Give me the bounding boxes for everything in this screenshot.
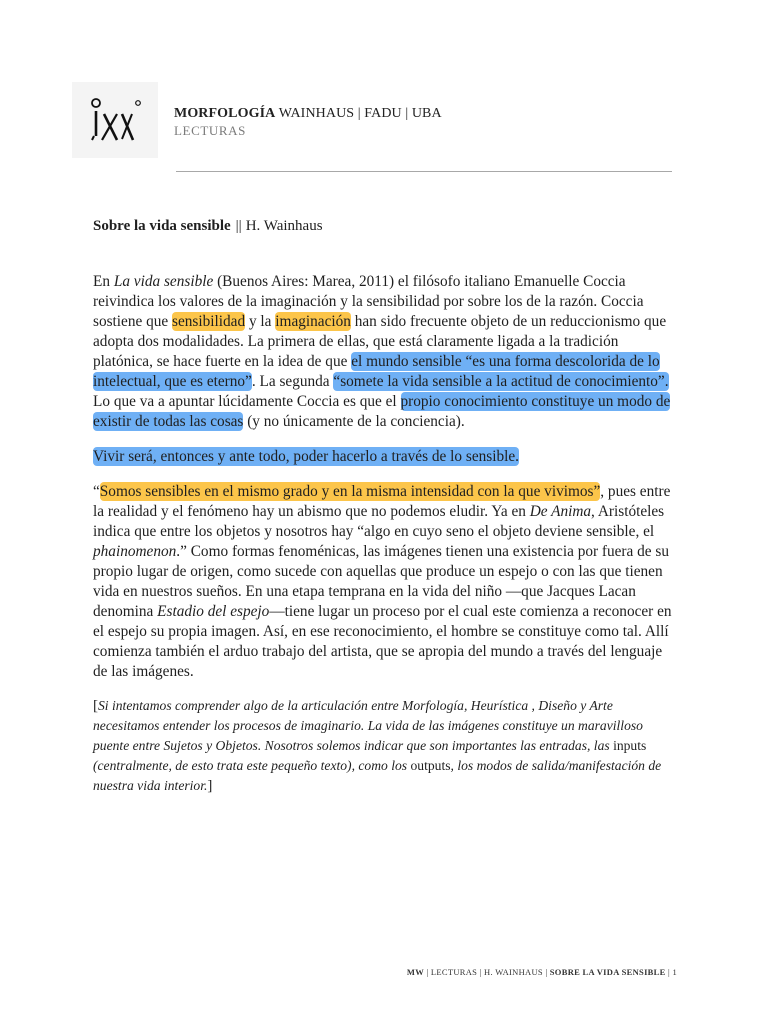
footer-initials: MW (406, 967, 425, 977)
note-term: inputs (613, 738, 647, 753)
header-title (174, 105, 442, 122)
header-brand-rest: WAINHAUS | FADU | UBA (278, 106, 442, 121)
header (174, 105, 442, 140)
p1-text: (y no únicamente de la conciencia). (243, 413, 465, 430)
paragraph-2 (93, 447, 677, 467)
footer-middle: | LECTURAS | H. WAINHAUS | (424, 967, 550, 977)
p1-text: han sido frecuente objeto de un reduccionismo que adopta dos modalidades. La primera de ellas, que está claramente ligada a la tradición platónica, se hace fuerte en la idea de que (93, 313, 667, 370)
p1-text: En (93, 273, 114, 290)
paragraph-3 (93, 482, 677, 682)
close-bracket: ] (207, 778, 213, 794)
p3-text: , Aristóteles indica que entre los objetos y nosotros hay “algo en cuyo seno el objeto deviene sensible, el (93, 503, 665, 540)
italic-term: De Anima (529, 503, 592, 520)
title-separator: || (235, 218, 242, 234)
footer-title: SOBRE LA VIDA SENSIBLE (549, 967, 666, 977)
book-title: La vida sensible (113, 273, 214, 290)
p1-text: y la (245, 313, 276, 330)
note-text: (centralmente, de esto trata este pequeño texto), como los (93, 758, 411, 773)
header-subtitle: LECTURAS (174, 123, 246, 138)
morfologia-logo-icon (86, 92, 146, 150)
highlight-yellow: Somos sensibles en el mismo grado y en la misma intensidad con la que vivimos” (99, 483, 601, 500)
italic-term: phainomenon (93, 543, 177, 560)
p1-text: Lo que va a apuntar lúcidamente Coccia es que el (93, 393, 401, 410)
page-number: | 1 (665, 967, 677, 977)
p3-text: .” Como formas fenoménicas, las imágenes tienen una existencia por fuera de su propio lugar de origen, como sucede con aquellas que produce un espejo o con las que tienen vida en nuestros sueños. En una etapa temprana en la vida del niño —que Jacques Lacan denomina (93, 543, 670, 620)
highlight-blue: Vivir será, entonces y ante todo, poder hacerlo a través de lo sensible. (93, 448, 519, 465)
highlight-blue: propio conocimiento constituye un modo de existir de todas las cosas (93, 393, 671, 430)
p1-text: . La segunda (251, 373, 334, 390)
header-brand: MORFOLOGÍA (174, 106, 276, 121)
paragraph-4-note (93, 696, 677, 796)
p3-text: “ (93, 483, 100, 500)
note-term: outputs (410, 758, 451, 773)
highlight-yellow: sensibilidad (172, 313, 246, 330)
italic-term: Estadio del espejo (157, 603, 270, 620)
open-bracket: [ (93, 698, 98, 714)
p3-text: , pues entre la realidad y el fenómeno hay un abismo que no podemos eludir. Ya en (93, 483, 671, 520)
highlight-blue: el mundo sensible “es una forma descolorida de lo intelectual, que es eterno” (93, 353, 660, 390)
article-body (93, 272, 677, 796)
note-text: Si intentamos comprender algo de la articulación entre Morfología, Heurística , Diseño y Arte necesitamos entender los procesos de imaginario. La vida de las imágenes constituye un maravilloso puente entre Sujetos y Objetos. Nosotros solemos indicar que son importantes las entradas, las (93, 698, 643, 753)
logo (72, 82, 158, 158)
p1-text: (Buenos Aires: Marea, 2011) el filósofo italiano Emanuelle Coccia reivindica los valores de la imaginación y la sensibilidad por sobre los de la razón. Coccia sostiene que (93, 273, 644, 330)
highlight-yellow: imaginación (275, 313, 351, 330)
highlight-blue: “somete la vida sensible a la actitud de conocimiento”. (333, 373, 669, 390)
p3-text: —tiene lugar un proceso por el cual este comienza a reconocer en el espejo su propia imagen. Así, en ese reconocimiento, el hombre se constituye como tal. Allí comienza también el arduo trabajo del artista, que se apropia del mundo a través del lenguaje de las imágenes. (93, 603, 672, 680)
article-author: H. Wainhaus (245, 218, 323, 234)
article-title-main: Sobre la vida sensible (93, 218, 231, 234)
header-divider (176, 171, 672, 172)
page-footer (0, 966, 677, 978)
note-text: , los modos de salida/manifestación de nuestra vida interior. (93, 758, 662, 793)
paragraph-1 (93, 272, 677, 432)
article-title (93, 216, 323, 236)
